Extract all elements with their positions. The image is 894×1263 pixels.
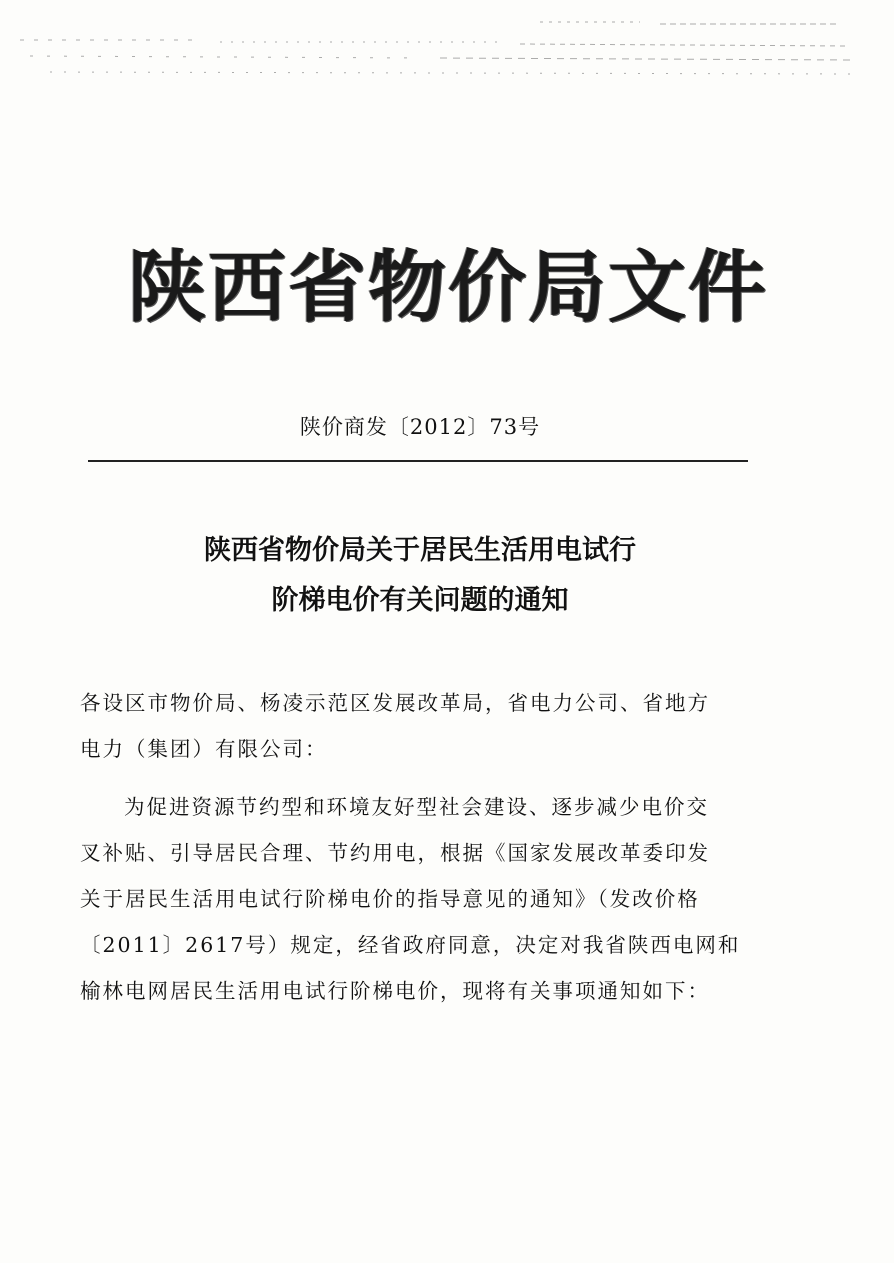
notice-body	[80, 680, 780, 1014]
recipients-line-1: 各设区市物价局、杨凌示范区发展改革局，省电力公司、省地方	[80, 691, 710, 715]
recipients-line-2: 电力（集团）有限公司：	[80, 737, 328, 761]
notice-title-line-1: 陕西省物价局关于居民生活用电试行	[204, 535, 636, 566]
body-line-3: 关于居民生活用电试行阶梯电价的指导意见的通知》（发改价格	[80, 887, 700, 911]
issuer-header: 陕西省物价局文件	[128, 242, 769, 333]
body-line-4: 〔2011〕2617号）规定，经省政府同意，决定对我省陕西电网和	[80, 933, 741, 957]
paragraph-gap	[80, 772, 780, 784]
header-divider	[88, 460, 748, 462]
notice-title-line-2: 阶梯电价有关问题的通知	[271, 585, 569, 616]
body-paragraph	[80, 784, 780, 1014]
document-number: 陕价商发〔2012〕73号	[299, 415, 541, 439]
scan-noise	[20, 18, 860, 78]
body-line-1: 为促进资源节约型和环境友好型社会建设、逐步减少电价交	[124, 795, 709, 819]
recipients	[80, 680, 780, 772]
body-line-2: 叉补贴、引导居民合理、节约用电，根据《国家发展改革委印发	[80, 841, 710, 865]
body-line-5: 榆林电网居民生活用电试行阶梯电价，现将有关事项通知如下：	[80, 979, 710, 1003]
notice-title	[0, 526, 840, 626]
